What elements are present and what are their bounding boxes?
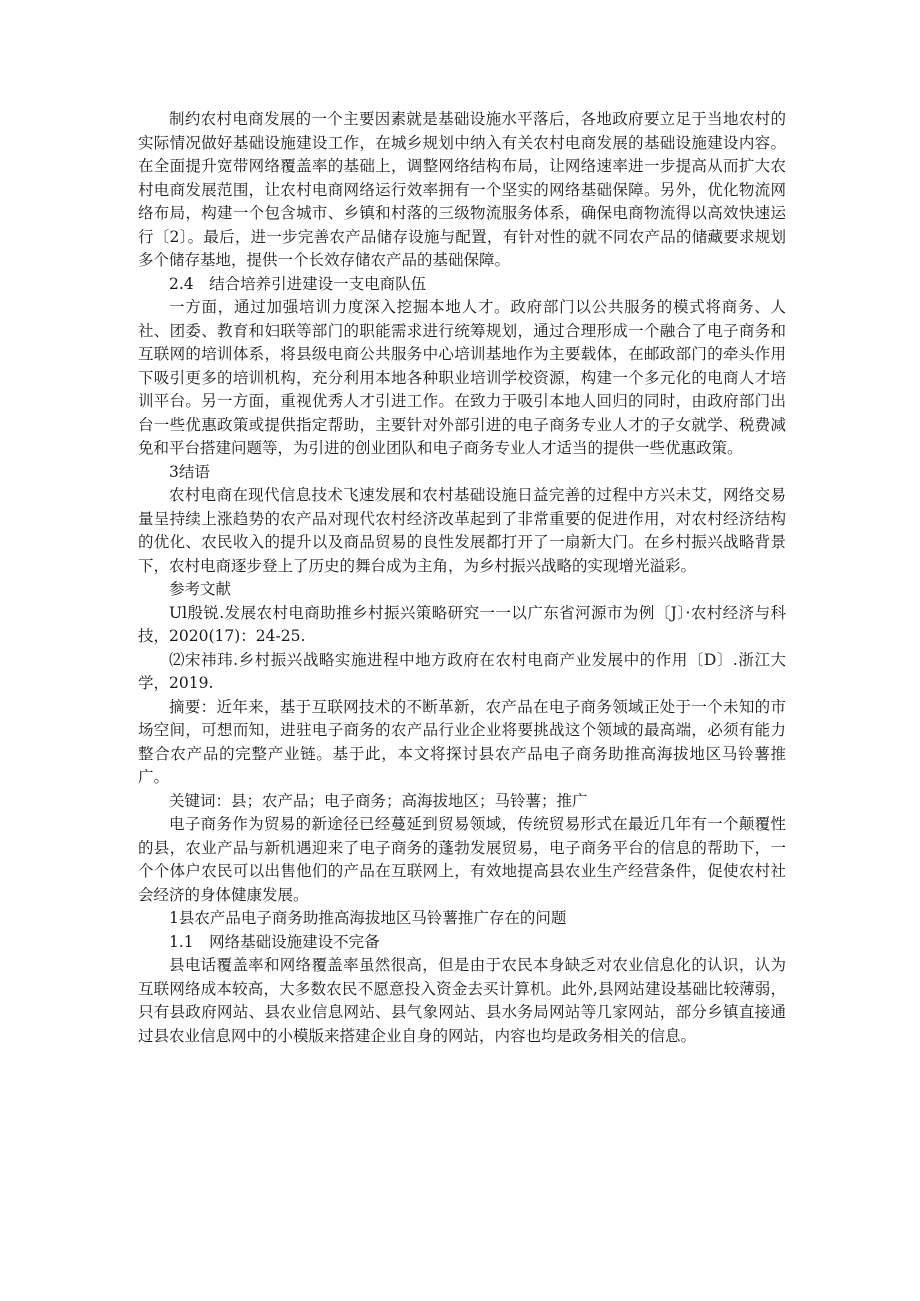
paragraph-intro: 电子商务作为贸易的新途径已经蔓延到贸易领域，传统贸易形式在最近几年有一个颠覆性的县，农业产品与新机遇迎来了电子商务的蓬勃发展贸易，电子商务平台的信息的帮助下，一个个体户农民可以出售他们的产品在互联网上，有效地提高县农业生产经营条件，促使农村社会经济的身体健康发展。 (138, 815, 786, 904)
section-heading-1: 1县农产品电子商务助推高海拔地区马铃薯推广存在的问题 (169, 909, 567, 927)
reference-item-1: Ul殷锐.发展农村电商助推乡村振兴策略研究一一以广东省河源市为例〔J〕·农村经济与科技，2020(17)：24-25. (138, 603, 786, 645)
section-heading-conclusion: 3结语 (169, 462, 210, 481)
reference-item-2: ⑵宋祎玮.乡村振兴战略实施进程中地方政府在农村电商产业发展中的作用〔D〕.浙江大学，2019. (138, 650, 786, 692)
abstract-paragraph: 摘要：近年来，基于互联网技术的不断革新，农产品在电子商务领域正处于一个未知的市场空间，可想而知，进驻电子商务的农产品行业企业将要挑战这个领域的最高端，必须有能力整合农产品的完整产业链。基于此，本文将探讨县农产品电子商务助推高海拔地区马铃薯推广。 (138, 697, 786, 786)
keywords-line: 关键词：县；农产品；电子商务；高海拔地区；马铃薯；推广 (169, 791, 588, 810)
references-heading: 参考文献 (169, 580, 232, 598)
section-heading-1-1: 1.1 网络基础设施建设不完备 (169, 932, 380, 951)
document-page (138, 108, 786, 1048)
paragraph-network-infrastructure: 县电话覆盖率和网络覆盖率虽然很高，但是由于农民本身缺乏对农业信息化的认识，认为互联网络成本较高，大多数农民不愿意投入资金去买计算机。此外,县网站建设基础比较薄弱，只有县政府网站、县农业信息网站、县气象网站、县水务局网站等几家网站，部分乡镇直接通过县农业信息网中的小模版来搭建企业自身的网站，内容也均是政务相关的信息。 (138, 956, 786, 1045)
paragraph-talent-team: 一方面，通过加强培训力度深入挖掘本地人才。政府部门以公共服务的模式将商务、人社、团委、教育和妇联等部门的职能需求进行统筹规划，通过合理形成一个融合了电子商务和互联网的培训体系，将县级电商公共服务中心培训基地作为主要载体，在邮政部门的牵头作用下吸引更多的培训机构，充分利用本地各种职业培训学校资源，构建一个多元化的电商人才培训平台。另一方面，重视优秀人才引进工作。在致力于吸引本地人回归的同时，由政府部门出台一些优惠政策或提供指定帮助，主要针对外部引进的电子商务专业人才的子女就学、税费减免和平台搭建问题等，为引进的创业团队和电子商务专业人才适当的提供一些优惠政策。 (138, 298, 786, 457)
paragraph-conclusion: 农村电商在现代信息技术飞速发展和农村基础设施日益完善的过程中方兴未艾，网络交易量呈持续上涨趋势的农产品对现代农村经济改革起到了非常重要的促进作用，对农村经济结构的优化、农民收入的提升以及商品贸易的良性发展都打开了一扇新大门。在乡村振兴战略背景下，农村电商逐步登上了历史的舞台成为主角，为乡村振兴战略的实现增光溢彩。 (138, 486, 786, 575)
section-heading-2-4: 2.4 结合培养引进建设一支电商队伍 (169, 274, 427, 293)
paragraph-infrastructure: 制约农村电商发展的一个主要因素就是基础设施水平落后，各地政府要立足于当地农村的实际情况做好基础设施建设工作，在城乡规划中纳入有关农村电商发展的基础设施建设内容。在全面提升宽带网络覆盖率的基础上，调整网络结构布局，让网络速率进一步提高从而扩大农村电商发展范围，让农村电商网络运行效率拥有一个坚实的网络基础保障。另外，优化物流网络布局，构建一个包含城市、乡镇和村落的三级物流服务体系，确保电商物流得以高效快速运行〔2〕。最后，进一步完善农产品储存设施与配置，有针对性的就不同农产品的储藏要求规划多个储存基地，提供一个长效存储农产品的基础保障。 (138, 110, 786, 269)
